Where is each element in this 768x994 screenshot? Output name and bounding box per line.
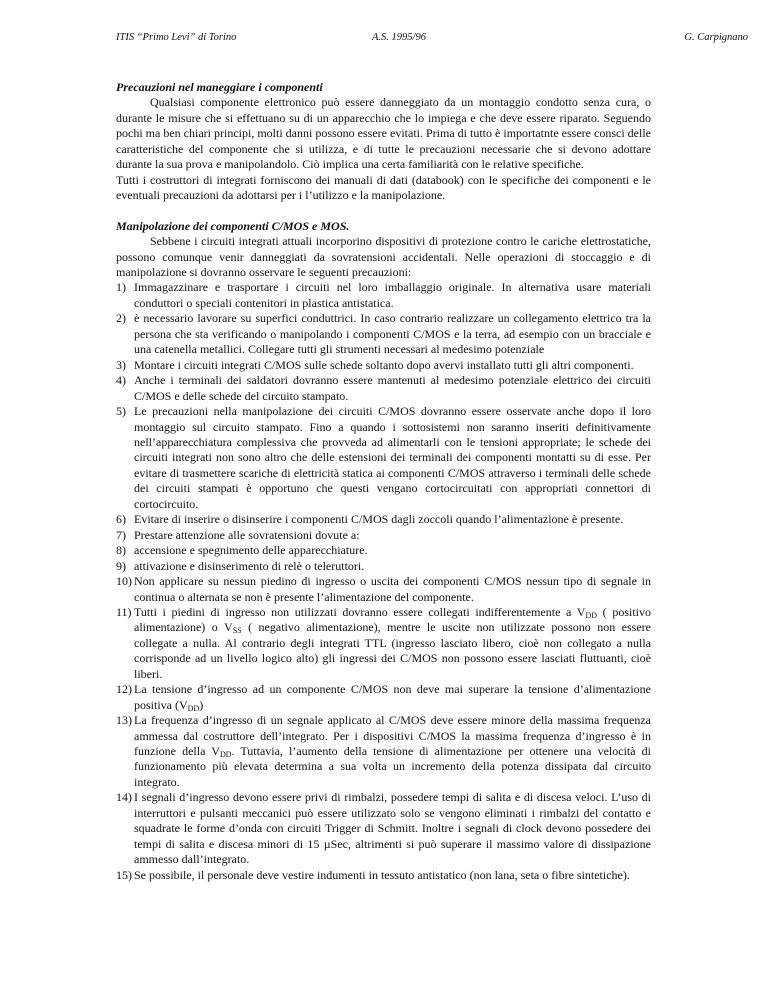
list-item: 3) Montare i circuiti integrati C/MOS sulle schede soltanto dopo avervi installato tutti gli altri componenti. <box>116 357 634 372</box>
document-body <box>116 80 651 883</box>
section-title-cmos: Manipolazione dei componenti C/MOS e MOS. <box>116 218 350 233</box>
list-item: 8) accensione e spegnimento delle apparecchiature. <box>116 543 368 558</box>
header-school: ITIS “Primo Levi” di Torino <box>116 32 237 43</box>
section-title-precautions: Precauzioni nel maneggiare i componenti <box>116 80 323 94</box>
list-item: 5) Le precauzioni nella manipolazione dei circuiti C/MOS dovranno essere osservate anche dopo il loro montaggio sul circuito stampato. Fino a quando i sottosistemi non saranno inseriti definitivamente nell’apparecchiatura complessiva che provveda ad alimentarli con le tensioni appropriate; le schede dei circuiti integrati non sono altro che delle estensioni dei terminali dei componenti montatti su di esse. Per evitare di trasmettere scariche di elettricità statica ai componenti C/MOS attraverso i terminali delle schede dei circuiti stampati è opportuno che questi vengano cortocircuitati con appropriati connettori di cortocircuito. <box>116 404 651 511</box>
paragraph: Tutti i costruttori di integrati forniscono dei manuali di dati (databook) con le specifiche dei componenti e le eventuali precauzioni da adottarsi per i l’utilizzo e la manipolazione. <box>116 172 651 203</box>
list-item: 9) attivazione e disinserimento di relè o teleruttori. <box>116 558 365 573</box>
header-year: A.S. 1995/96 <box>372 32 426 43</box>
paragraph: Qualsiasi componente elettronico può essere danneggiato da un montaggio condotto senza cura, o durante le misure che si effettuano su di un apparecchio che lo impiega e che deve essere riparato. Seguendo pochi ma ben chiari principi, molti danni possono essere evitati. Prima di tutto è importatnte essere consci delle caratteristiche del componente che si utilizza, e di tutte le precauzioni necessarie che si devono adottare durante la sua prova e manipolandolo. Ciò implica una certa familiarità con le relative specifiche. <box>116 95 651 172</box>
list-item: 14) I segnali d’ingresso devono essere privi di rimbalzi, possedere tempi di salita e di discesa veloci. L’uso di interruttori e pulsanti meccanici può essere utilizzato solo se vengono eliminati i rimbalzi del contatto e squadrate le forme d’onda con circuiti Trigger di Schmitt. Inoltre i segnali di clock devono possedere dei tempi di salita e discesa minori di 15 µSec, altrimenti si può superare il massimo valore di dissipazione ammesso dall’integrato. <box>116 790 651 867</box>
list-item: 12) La tensione d’ingresso ad un componente C/MOS non deve mai superare la tensione d’alimentazione positiva $(V_{DD})$ <box>116 682 651 713</box>
precautions-list <box>116 280 651 883</box>
list-item: 2) è necessario lavorare su superfici conduttrici. In caso contrario realizzare un collegamento elettrico tra la persona che sta verificando o manipolando i componenti C/MOS e la terra, ad esempio con un bracciale e una catenella metallici. Collegare tutti gli strumenti necessari al medesimo potenziale <box>116 311 651 357</box>
list-item: 6) Evitare di inserire o disinserire i componenti C/MOS dagli zoccoli quando l’alimentazione è presente. <box>116 512 624 527</box>
paragraph: Sebbene i circuiti integrati attuali incorporino dispositivi di protezione contro le cariche elettrostatiche, possono comunque venir danneggiati da sovratensioni accidentali. Nelle operazioni di stoccaggio e di manipolazione si dovranno osservare le seguenti precauzioni: <box>116 234 651 279</box>
list-item: 4) Anche i terminali dei saldatori dovranno essere mantenuti al medesimo potenziale elettrico dei circuiti C/MOS e delle schede del circuito stampato. <box>116 373 651 403</box>
list-item: 11) Tutti i piedini di ingresso non utilizzati dovranno essere collegati indifferentemente a $V_{DD}$ ( positivo alimentazione) o $V_{SS}$ ( negativo alimentazione), mentre le uscite non utilizzate possono non essere collegate a nulla. Al contrario degli integrati TTL (ingresso lasciato libero, cioè non collegato a nulla corrisponde ad un livello logico alto) gli ingressi dei C/MOS non possono essere lasciati fluttuanti, cioè liberi. <box>116 604 652 681</box>
list-item: 1) Immagazzinare e trasportare i circuiti nel loro imballaggio originale. In alternativa usare materiali conduttori o speciali contenitori in plastica antistatica. <box>116 280 651 310</box>
list-item: 13) La frequenza d’ingresso di un segnale applicato al C/MOS deve essere minore della massima frequenza ammessa dal costruttore dell’integrato. Per i dispositivi C/MOS la massima frequenza d’ingresso è in funzione della $V_{DD}$. Tuttavia, l’aumento della tensione di alimentazione per ottenere una velocità di funzionamento più elevata determina a sua volta un incremento della potenza dissipata dal circuito integrato. <box>116 713 651 789</box>
list-item: 15) Se possibile, il personale deve vestire indumenti in tessuto antistatico (non lana, seta o fibre sintetiche). <box>116 867 630 882</box>
list-item: 7) Prestare attenzione alle sovratensioni dovute a: <box>116 527 360 542</box>
header-author: G. Carpignano <box>684 32 748 43</box>
list-item: 10) Non applicare su nessun piedino di ingresso o uscita dei componenti C/MOS nessun tipo di segnale in continua o alternata se non è presente l’alimentazione del componente. <box>116 574 651 604</box>
